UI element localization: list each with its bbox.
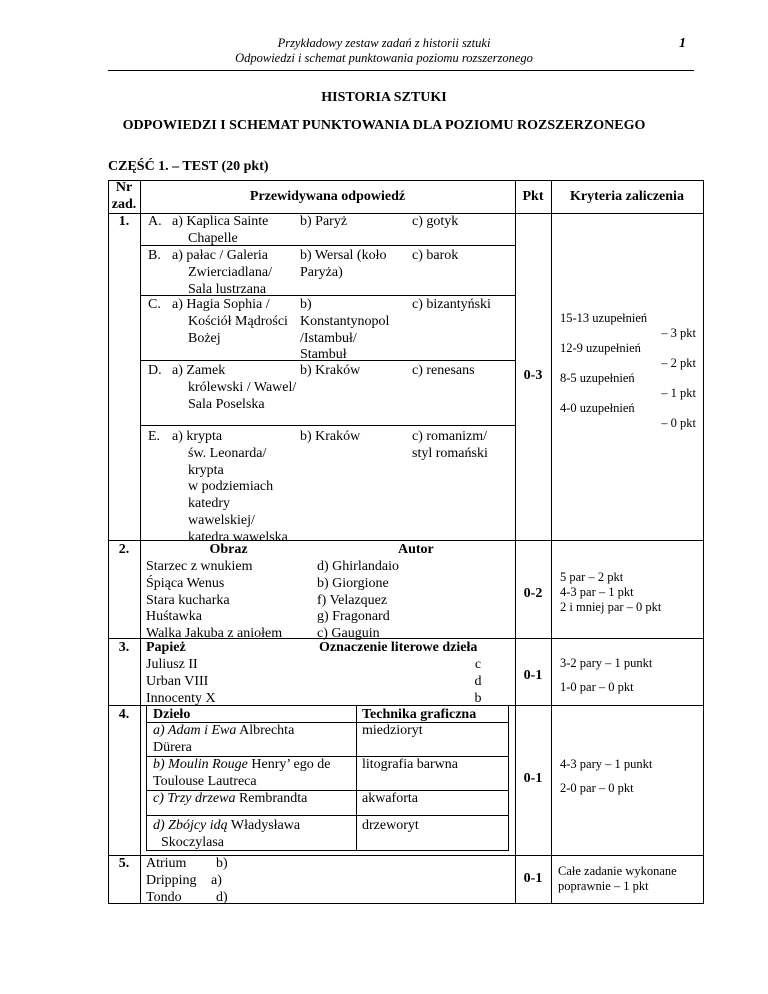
row-letter: D. — [148, 363, 162, 378]
header-answer: Przewidywana odpowiedź — [249, 189, 406, 204]
answer-line: Kościół Mądrości — [188, 313, 288, 329]
work-line — [153, 757, 330, 774]
technique-cell: drzeworyt — [362, 818, 419, 833]
subtable-border — [508, 706, 509, 851]
list-item: b) — [216, 856, 228, 871]
answer-line: a) krypta — [172, 429, 223, 444]
technique-cell: litografia barwna — [362, 757, 459, 772]
column-heading: Autor — [398, 542, 434, 557]
answer-line: b) Wersal (koło — [300, 248, 387, 263]
list-item: Walka Jakuba z aniołem — [146, 626, 283, 642]
criteria-line: 4-3 par – 1 pkt — [560, 585, 634, 599]
criteria-line: 1-0 par – 0 pkt — [560, 680, 634, 694]
header-pkt: Pkt — [522, 189, 544, 204]
answer-line: c) romanizm/ — [412, 429, 488, 444]
technique-cell: miedzioryt — [362, 723, 423, 738]
work-author: Władysława — [227, 818, 301, 833]
row-letter: B. — [148, 248, 161, 263]
list-item: c) Gauguin — [317, 626, 380, 642]
painting-list — [146, 559, 282, 643]
answer-line: a) pałac / Galeria — [172, 248, 268, 263]
answer-line: b) — [300, 297, 312, 312]
list-item: d) — [216, 889, 228, 905]
answer-line: królewski / Wawel/ — [188, 379, 297, 395]
task-points: 0-1 — [523, 668, 543, 683]
answer-line: Konstantynopol — [300, 313, 390, 329]
term-list — [146, 856, 197, 906]
document-subtitle: ODPOWIEDZI I SCHEMAT PUNKTOWANIA DLA POZIOMU ROZSZERZONEGO — [122, 118, 646, 133]
task-criteria — [558, 864, 677, 894]
answer-line: katedra wawelska — [188, 529, 288, 545]
header-line-1: Przykładowy zestaw zadań z historii sztuki — [277, 36, 491, 50]
list-item: Stara kucharka — [146, 592, 230, 608]
page-number: 1 — [679, 36, 686, 51]
task-criteria — [560, 570, 661, 615]
task-points: 0-2 — [523, 586, 543, 601]
list-item: Urban VIII — [146, 673, 209, 689]
list-item: Innocenty X — [146, 690, 216, 706]
header-nr — [108, 180, 140, 214]
criteria-line: 4-3 pary – 1 punkt — [560, 757, 653, 771]
work-line — [153, 723, 294, 740]
task-criteria — [560, 656, 652, 695]
answer-c: c) barok — [412, 248, 459, 263]
column-heading: Obraz — [209, 542, 248, 557]
subtable-border — [146, 706, 147, 851]
answer-b: b) Kraków — [300, 429, 361, 444]
answer-line: św. Leonarda/ — [188, 445, 267, 461]
task-number: 2. — [118, 542, 130, 557]
row-letter: C. — [148, 297, 161, 312]
criteria-line: – 2 pkt — [661, 356, 696, 370]
author-list — [317, 559, 399, 643]
table-border — [108, 903, 704, 904]
work-line: Skoczylasa — [161, 834, 224, 850]
list-item: a) — [211, 872, 222, 888]
header-line-2: Odpowiedzi i schemat punktowania poziomu rozszerzonego — [235, 51, 533, 65]
list-item: Atrium — [146, 856, 187, 871]
work-title: d) Zbójcy idą — [153, 818, 228, 833]
column-heading: Technika graficzna — [362, 707, 477, 722]
work-cell — [153, 723, 294, 757]
answer-line: styl romański — [412, 445, 488, 461]
answer-c: c) bizantyński — [412, 297, 491, 312]
work-line — [153, 818, 300, 835]
answer-line: a) Kaplica Sainte — [172, 214, 269, 229]
list-item: d — [474, 673, 482, 689]
header-criteria: Kryteria zaliczenia — [570, 189, 684, 204]
answer-line: Sala lustrzana — [188, 281, 267, 297]
criteria-line: 4-0 uzupełnień — [560, 401, 635, 415]
criteria-line: 15-13 uzupełnień — [560, 311, 648, 325]
list-item: d) Ghirlandaio — [317, 559, 400, 574]
list-item: Śpiąca Wenus — [146, 575, 225, 591]
criteria-line: 2-0 par – 0 pkt — [560, 781, 634, 795]
answer-line: a) Hagia Sophia / — [172, 297, 270, 312]
letter-list — [470, 657, 486, 707]
column-heading: Dzieło — [153, 707, 191, 722]
row-letter: E. — [148, 429, 161, 444]
list-item: f) Velazquez — [317, 592, 388, 608]
answer-a — [172, 248, 272, 298]
task-criteria — [560, 757, 652, 796]
work-line: Dürera — [153, 739, 192, 755]
answer-c: c) gotyk — [412, 214, 459, 229]
answer-a — [172, 429, 288, 547]
criteria-line: 12-9 uzupełnień — [560, 341, 641, 355]
list-item: Starzec z wnukiem — [146, 559, 253, 574]
work-title: b) Moulin Rouge — [153, 757, 248, 772]
task-number: 1. — [118, 214, 130, 229]
criteria-line: Całe zadanie wykonane — [558, 864, 677, 878]
answer-a — [172, 214, 268, 248]
criteria-line: poprawnie – 1 pkt — [558, 879, 649, 893]
technique-cell: akwaforta — [362, 791, 418, 806]
answer-line: a) Zamek — [172, 363, 226, 378]
header-nr-line1: Nr — [115, 180, 133, 195]
answer-line: Chapelle — [188, 230, 238, 246]
answer-line: Zwierciadlana/ — [188, 264, 272, 280]
list-item: b — [474, 690, 482, 706]
table-border — [140, 425, 515, 426]
subtable-border — [356, 706, 357, 851]
table-border — [551, 180, 552, 904]
work-cell — [153, 757, 330, 791]
answer-c — [412, 429, 488, 463]
work-author: Rembrandta — [235, 791, 308, 806]
answer-line: /Istambuł/ — [300, 330, 357, 346]
criteria-line: 8-5 uzupełnień — [560, 371, 635, 385]
list-item: Tondo — [146, 889, 182, 905]
answer-a — [172, 363, 296, 413]
column-heading: Oznaczenie literowe dzieła — [319, 640, 478, 655]
criteria-line: 5 par – 2 pkt — [560, 570, 624, 584]
running-header — [150, 36, 618, 66]
answer-line: wawelskiej/ — [188, 512, 255, 528]
work-cell — [153, 818, 300, 852]
task-number: 3. — [118, 640, 130, 655]
task-criteria — [560, 311, 696, 431]
criteria-line: – 3 pkt — [661, 326, 696, 340]
section-heading: CZĘŚĆ 1. – TEST (20 pkt) — [108, 159, 269, 174]
criteria-line: 3-2 pary – 1 punkt — [560, 656, 653, 670]
answer-line: Stambuł — [300, 347, 347, 363]
table-border — [703, 180, 704, 904]
work-title: a) Adam i Ewa — [153, 723, 237, 738]
answer-b: b) Kraków — [300, 363, 361, 378]
list-item: Juliusz II — [146, 657, 198, 672]
work-cell — [153, 791, 307, 808]
answer-line: Bożej — [188, 330, 221, 346]
list-item: b) Giorgione — [317, 575, 389, 591]
answer-b — [300, 248, 386, 282]
answer-c: c) renesans — [412, 363, 475, 378]
list-item: g) Fragonard — [317, 609, 390, 625]
work-line: Toulouse Lautreca — [153, 773, 257, 789]
pope-list — [146, 657, 216, 707]
criteria-line: – 0 pkt — [661, 416, 696, 430]
answer-line: katedry — [188, 496, 230, 512]
work-title: c) Trzy drzewa — [153, 791, 236, 806]
table-border — [140, 180, 141, 904]
answer-line: krypta — [188, 462, 224, 478]
list-item: Huśtawka — [146, 609, 202, 625]
header-nr-line2: zad. — [111, 196, 137, 212]
list-item: Dripping — [146, 872, 197, 888]
task-points: 0-3 — [523, 368, 543, 383]
answer-b — [300, 297, 389, 364]
table-border — [108, 180, 704, 181]
header-rule — [108, 70, 694, 71]
column-heading: Papież — [146, 640, 186, 655]
work-author: Henry’ ego de — [247, 757, 331, 772]
work-line — [153, 791, 307, 808]
answer-line: Sala Poselska — [188, 396, 265, 412]
document-title: HISTORIA SZTUKI — [321, 90, 447, 105]
task-points: 0-1 — [523, 771, 543, 786]
answer-a — [172, 297, 288, 347]
work-author: Albrechta — [236, 723, 295, 738]
task-number: 4. — [118, 707, 130, 722]
table-border — [515, 180, 516, 904]
answer-b: b) Paryż — [300, 214, 348, 229]
row-letter: A. — [148, 214, 162, 229]
criteria-line: 2 i mniej par – 0 pkt — [560, 600, 662, 614]
criteria-line: – 1 pkt — [661, 386, 696, 400]
list-item: c — [474, 657, 482, 672]
task-points: 0-1 — [523, 871, 543, 886]
table-border — [108, 855, 704, 856]
answer-line: Paryża) — [300, 264, 343, 280]
subtable-border — [146, 815, 509, 816]
task-number: 5. — [118, 856, 130, 871]
term-answers — [203, 856, 228, 906]
answer-line: w podziemiach — [188, 479, 274, 495]
